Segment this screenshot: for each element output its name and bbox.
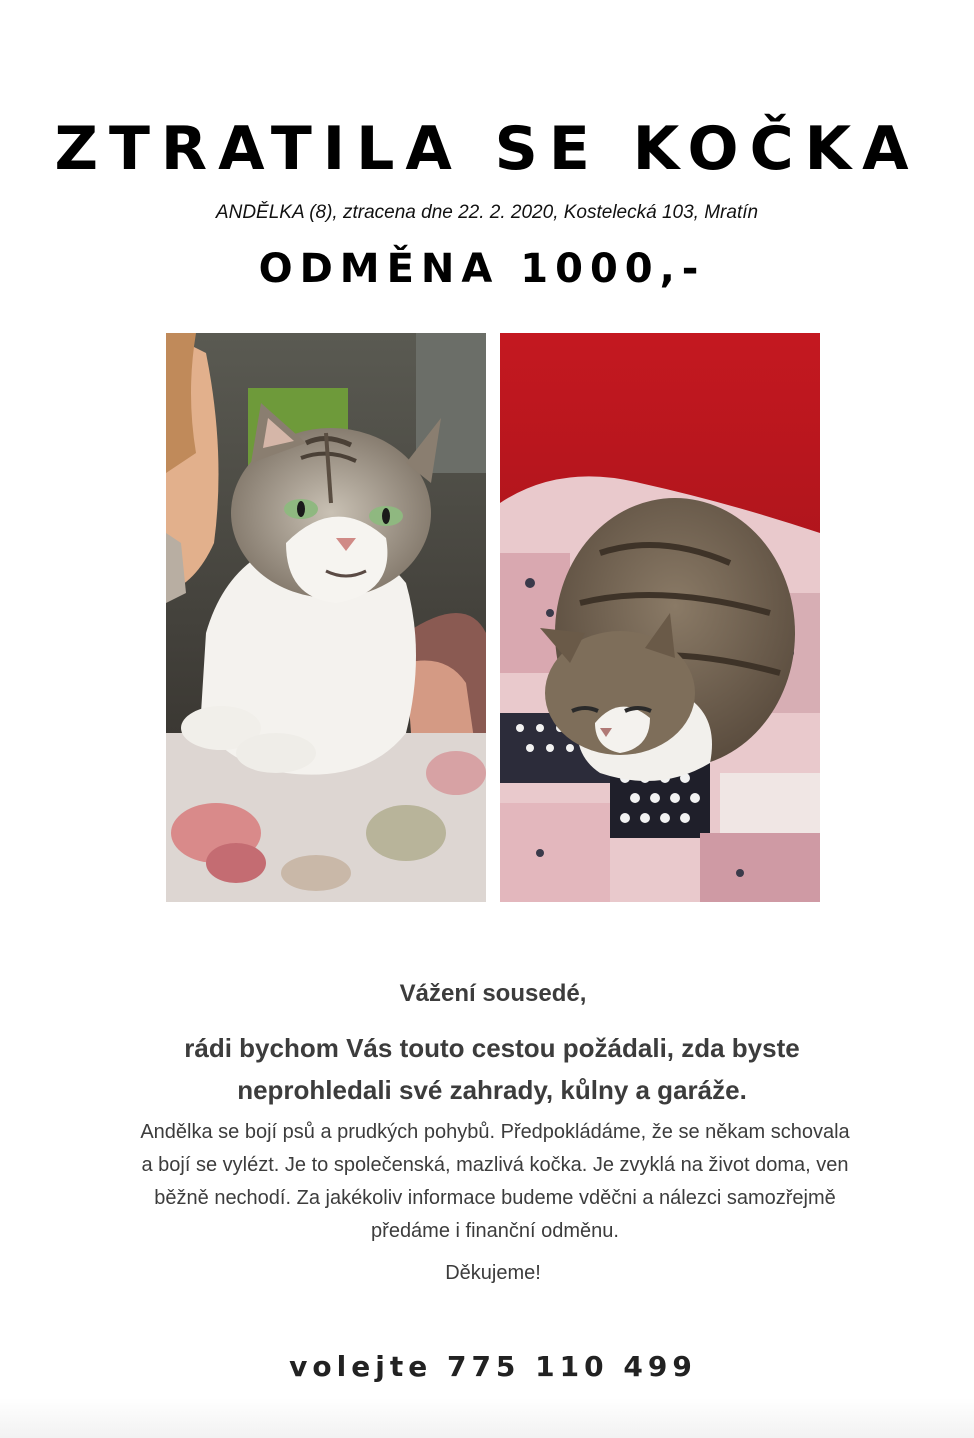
- description-line: běžně nechodí. Za jakékoliv informace budeme vděčni a nálezci samozřejmě: [154, 1187, 836, 1209]
- request-paragraph: [0, 1027, 974, 1111]
- phone-contact: volejte 775 110 499: [289, 1350, 697, 1383]
- cat-photo-right: [500, 333, 820, 902]
- cat-photo-lying-on-blanket-icon: [500, 333, 820, 902]
- description-line: předáme i finanční odměnu.: [371, 1220, 619, 1242]
- greeting-line: Vážení sousedé,: [399, 980, 587, 1007]
- request-line: rádi bychom Vás touto cestou požádali, zda byste: [184, 1033, 800, 1063]
- description-line: a bojí se vylézt. Je to společenská, mazlivá kočka. Je zvyklá na život doma, ven: [141, 1154, 849, 1176]
- description-paragraph: [80, 1116, 910, 1248]
- reward-heading: ODMĚNA 1000,-: [258, 246, 706, 292]
- poster-title: ZTRATILA SE KOČKA: [54, 114, 920, 184]
- bottom-shadow: [0, 1398, 974, 1438]
- poster-subtitle: ANDĚLKA (8), ztracena dne 22. 2. 2020, Kostelecká 103, Mratín: [215, 202, 759, 223]
- cat-photo-left: [166, 333, 486, 902]
- thanks-line: Děkujeme!: [445, 1262, 541, 1284]
- description-line: Andělka se bojí psů a prudkých pohybů. Předpokládáme, že se někam schovala: [140, 1121, 850, 1143]
- cat-photo-close-up-icon: [166, 333, 486, 902]
- request-line: neprohledali své zahrady, kůlny a garáže.: [237, 1075, 747, 1105]
